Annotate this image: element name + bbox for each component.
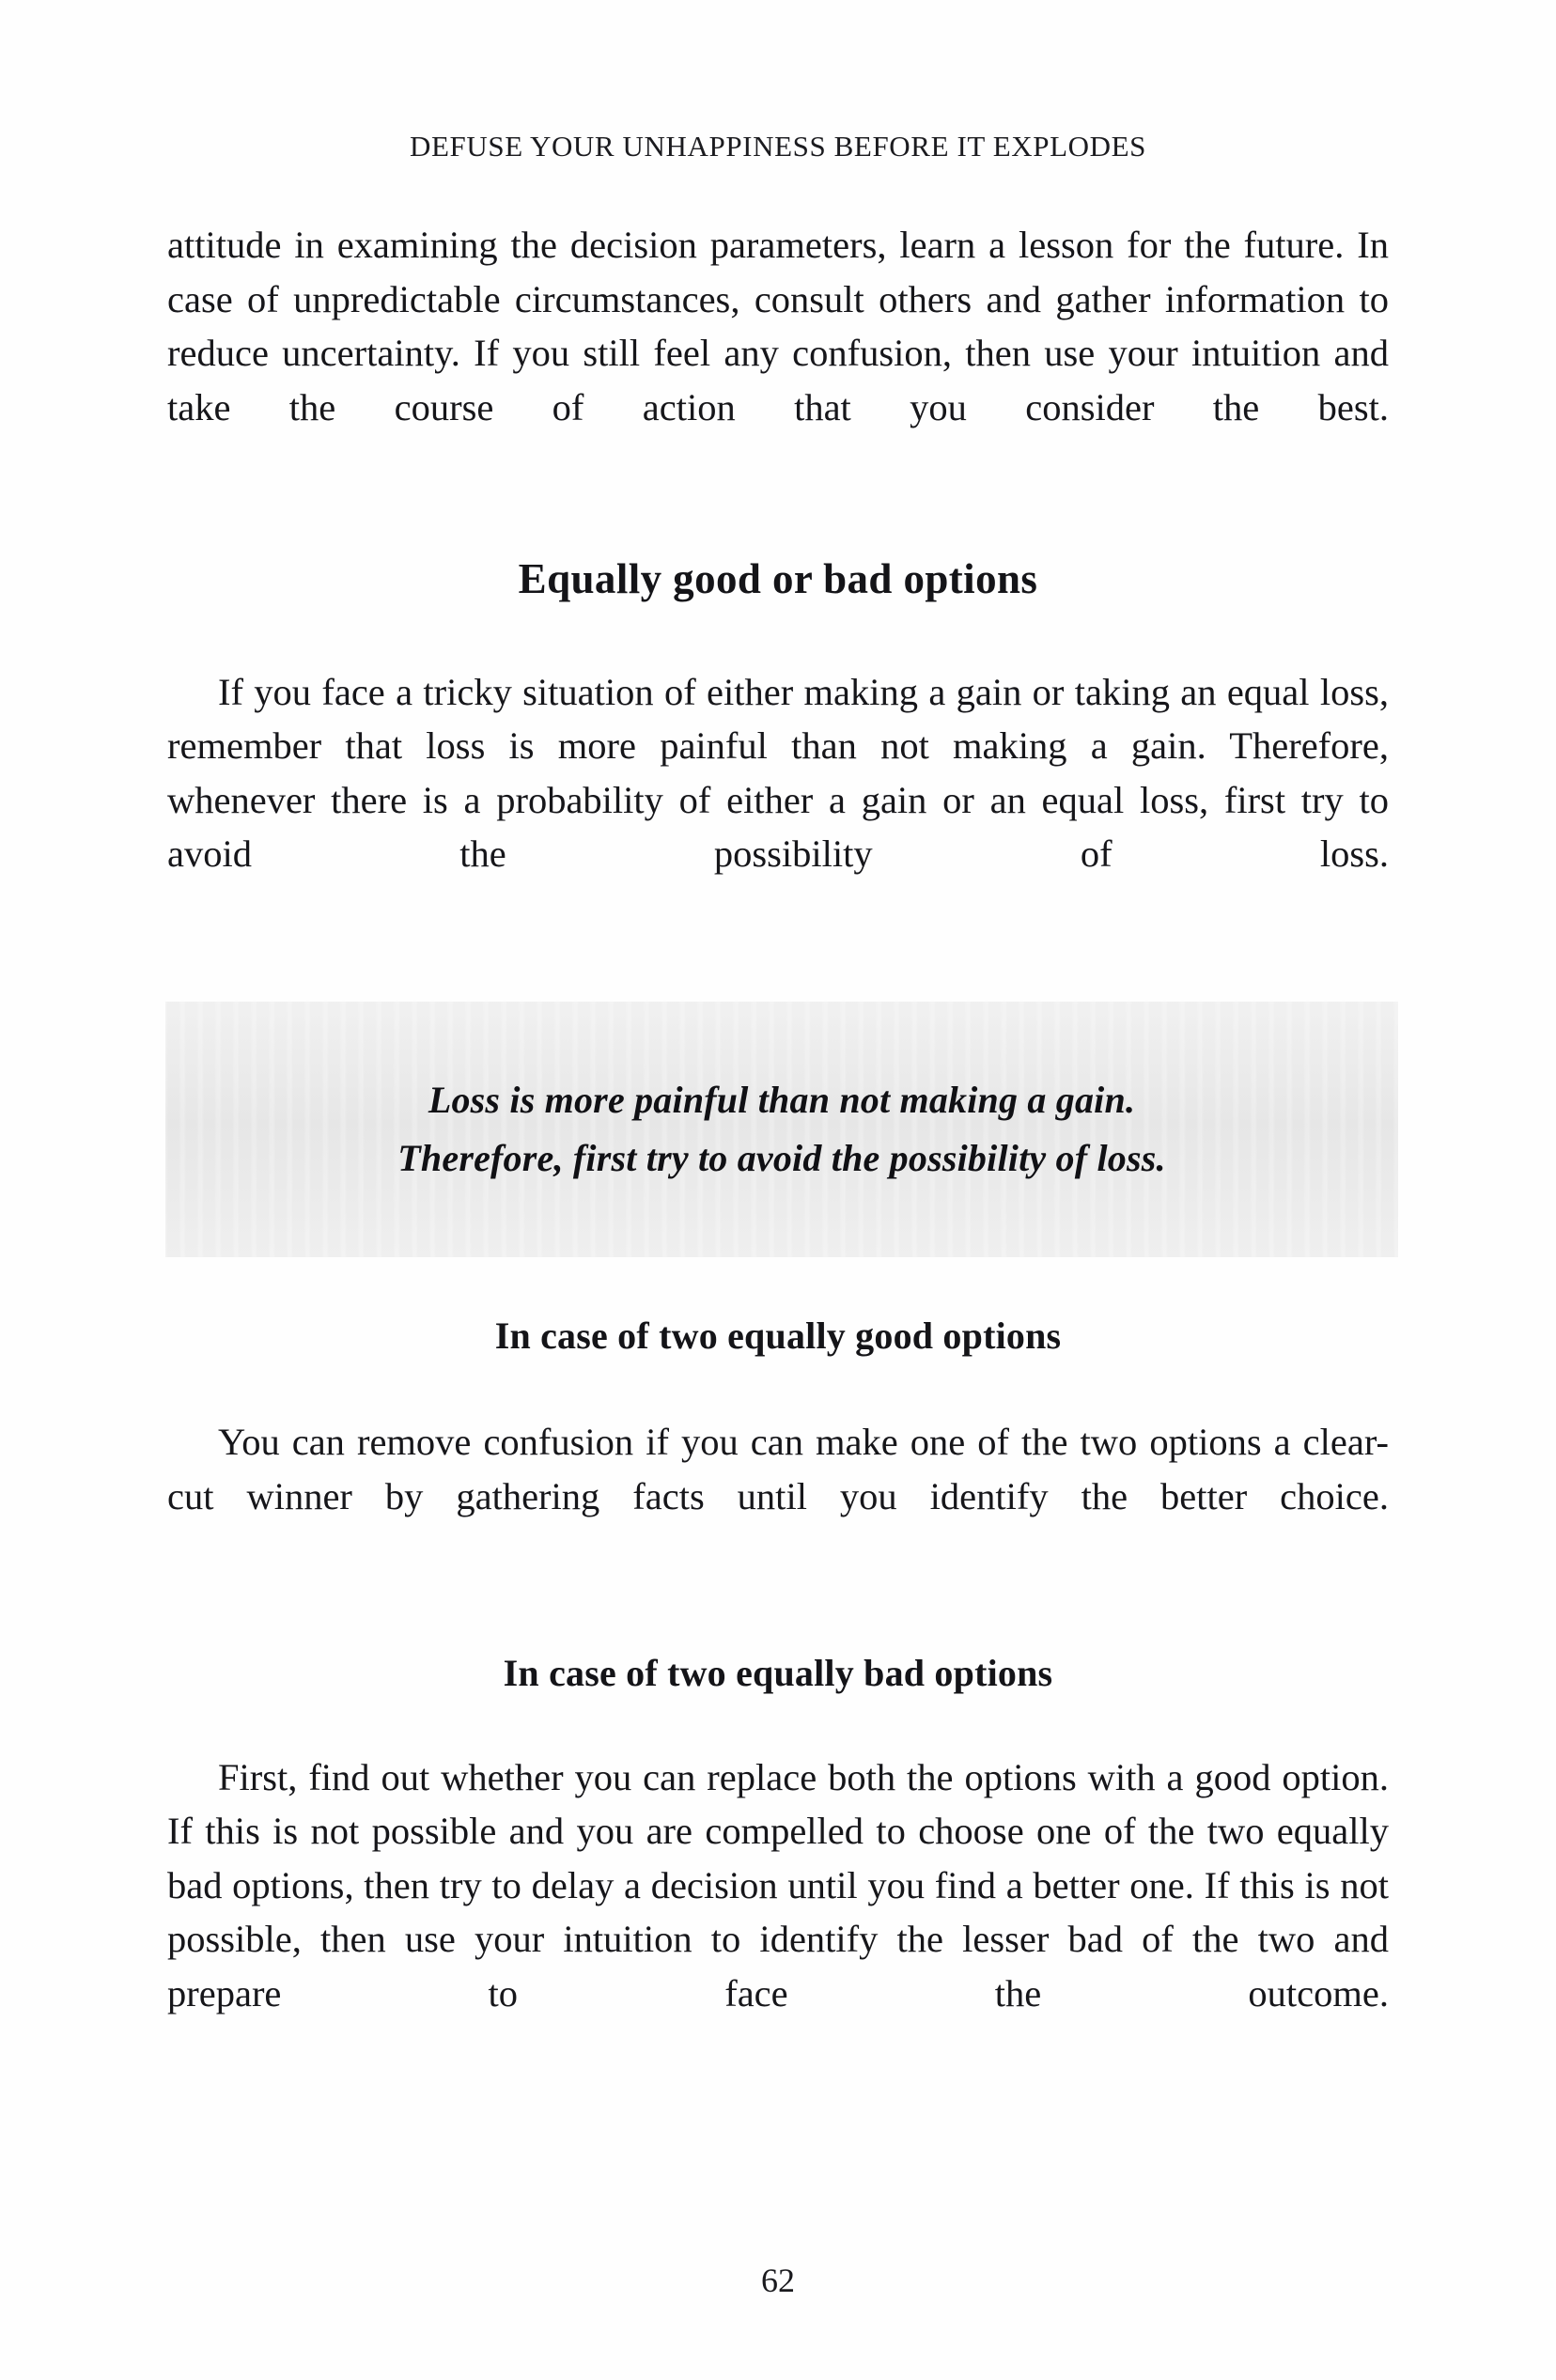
pull-quote-callout (165, 1002, 1398, 1257)
paragraph-two-equally-good-options: You can remove confusion if you can make one of the two options a clear-cut winner by gathering facts until you identify the better choice. (167, 1421, 1389, 1517)
paragraph-continuation: attitude in examining the decision parameters, learn a lesson for the future. In case of unpredictable circumstances, consult others and gather information to reduce uncertainty. If you still feel any confusion, then use your intuition and take the course of action that you consider the best. (167, 224, 1389, 428)
subheading-two-equally-good-options: In case of two equally good options (494, 1314, 1062, 1357)
paragraph-equally-good-or-bad: If you face a tricky situation of either making a gain or taking an equal loss, remember that loss is more painful than not making a gain. Therefore, whenever there is a probability of either a gain or an equal loss, first try to avoid the possibility of loss. (167, 670, 1389, 875)
spacer (167, 1361, 1389, 1415)
page-number: 62 (761, 2262, 795, 2299)
running-header: DEFUSE YOUR UNHAPPINESS BEFORE IT EXPLODES (410, 130, 1146, 163)
spacer (167, 1578, 1389, 1648)
section-heading: Equally good or bad options (518, 554, 1038, 602)
spacer (167, 1699, 1389, 1750)
pull-quote-line-1: Loss is more painful than not making a gain. (428, 1079, 1136, 1121)
paragraph-two-equally-bad-options: First, find out whether you can replace both the options with a good option. If this is not possible and you are compelled to choose one of the two equally bad options, then try to delay a decision until you find a better one. If this is not possible, then use your intuition to identify the lesser bad of the two and prepare to face the outcome. (167, 1755, 1389, 2014)
pull-quote-line-2: Therefore, first try to avoid the possibility of loss. (397, 1137, 1166, 1179)
spacer (167, 489, 1389, 552)
subheading-two-equally-bad-options: In case of two equally bad options (503, 1651, 1053, 1694)
spacer (167, 606, 1389, 665)
